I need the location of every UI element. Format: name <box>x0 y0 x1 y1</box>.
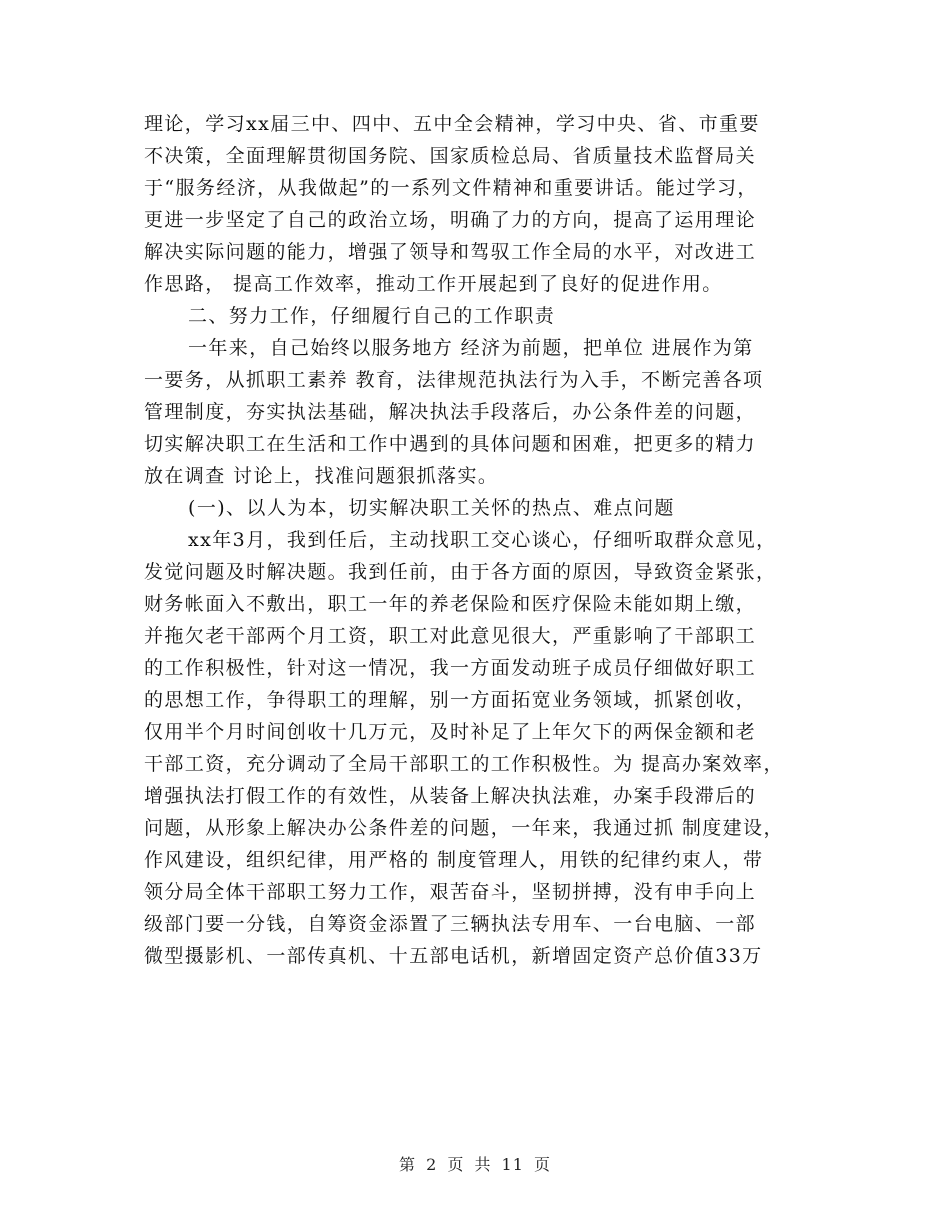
text-line: 一要务，从抓职工素养 教育，法律规范执法行为入手，不断完善各项 <box>144 369 764 391</box>
text-line: 仅用半个月时间创收十几万元，及时补足了上年欠下的两保金额和老 <box>144 721 757 743</box>
text-line: 理论，学习xx届三中、四中、五中全会精神，学习中央、省、市重要 <box>144 113 760 135</box>
text-line: 的思想工作，争得职工的理解，别一方面拓宽业务领域，抓紧创收， <box>144 689 757 711</box>
page-footer: 第 2 页 共 11 页 <box>399 1155 551 1174</box>
text-line: 解决实际问题的能力，增强了领导和驾驭工作全局的水平，对改进工 <box>144 241 757 263</box>
text-line: 更进一步坚定了自己的政治立场，明确了力的方向，提高了运用理论 <box>144 209 757 231</box>
text-line: 不决策，全面理解贯彻国务院、国家质检总局、省质量技术监督局关 <box>144 145 757 167</box>
text-line: 干部工资，充分调动了全局干部职工的工作积极性。为 提高办案效率， <box>144 753 784 775</box>
text-line: 问题，从形象上解决办公条件差的问题，一年来，我通过抓 制度建设， <box>144 817 784 839</box>
text-line: 作风建设，组织纪律，用严格的 制度管理人，用铁的纪律约束人，带 <box>144 849 764 871</box>
text-line: 一年来，自己始终以服务地方 经济为前题，把单位 进展作为第 <box>188 337 754 359</box>
text-line: 并拖欠老干部两个月工资，职工对此意见很大，严重影响了干部职工 <box>144 625 757 647</box>
text-line: 放在调查 讨论上，找准问题狠抓落实。 <box>144 465 499 487</box>
text-line: 管理制度，夯实执法基础，解决执法手段落后，办公条件差的问题， <box>144 401 757 423</box>
text-line: 作思路， 提高工作效率，推动工作开展起到了良好的促进作用。 <box>144 273 723 295</box>
text-line: 增强执法打假工作的有效性，从装备上解决执法难，办案手段滞后的 <box>144 785 757 807</box>
text-line: xx年3月，我到任后，主动找职工交心谈心，仔细听取群众意见， <box>188 529 777 551</box>
text-line: 级部门要一分钱，自筹资金添置了三辆执法专用车、一台电脑、一部 <box>144 913 757 935</box>
text-line: 切实解决职工在生活和工作中遇到的具体问题和困难，把更多的精力 <box>144 433 757 455</box>
text-line: 发觉问题及时解决题。我到任前，由于各方面的原因，导致资金紧张， <box>144 561 777 583</box>
text-line: 于“服务经济，从我做起”的一系列文件精神和重要讲话。能过学习， <box>144 177 758 199</box>
text-line: 的工作积极性，针对这一情况，我一方面发动班子成员仔细做好职工 <box>144 657 757 679</box>
document-body <box>144 108 824 972</box>
text-line: 二、努力工作，仔细履行自己的工作职责 <box>188 305 556 327</box>
text-line: 领分局全体干部职工努力工作，艰苦奋斗，坚韧拼搏，没有申手向上 <box>144 881 757 903</box>
text-line: (一)、以人为本，切实解决职工关怀的热点、难点问题 <box>188 497 675 519</box>
text-line: 财务帐面入不敷出，职工一年的养老保险和医疗保险未能如期上缴， <box>144 593 757 615</box>
text-line: 微型摄影机、一部传真机、十五部电话机，新增固定资产总价值33万 <box>144 945 763 967</box>
